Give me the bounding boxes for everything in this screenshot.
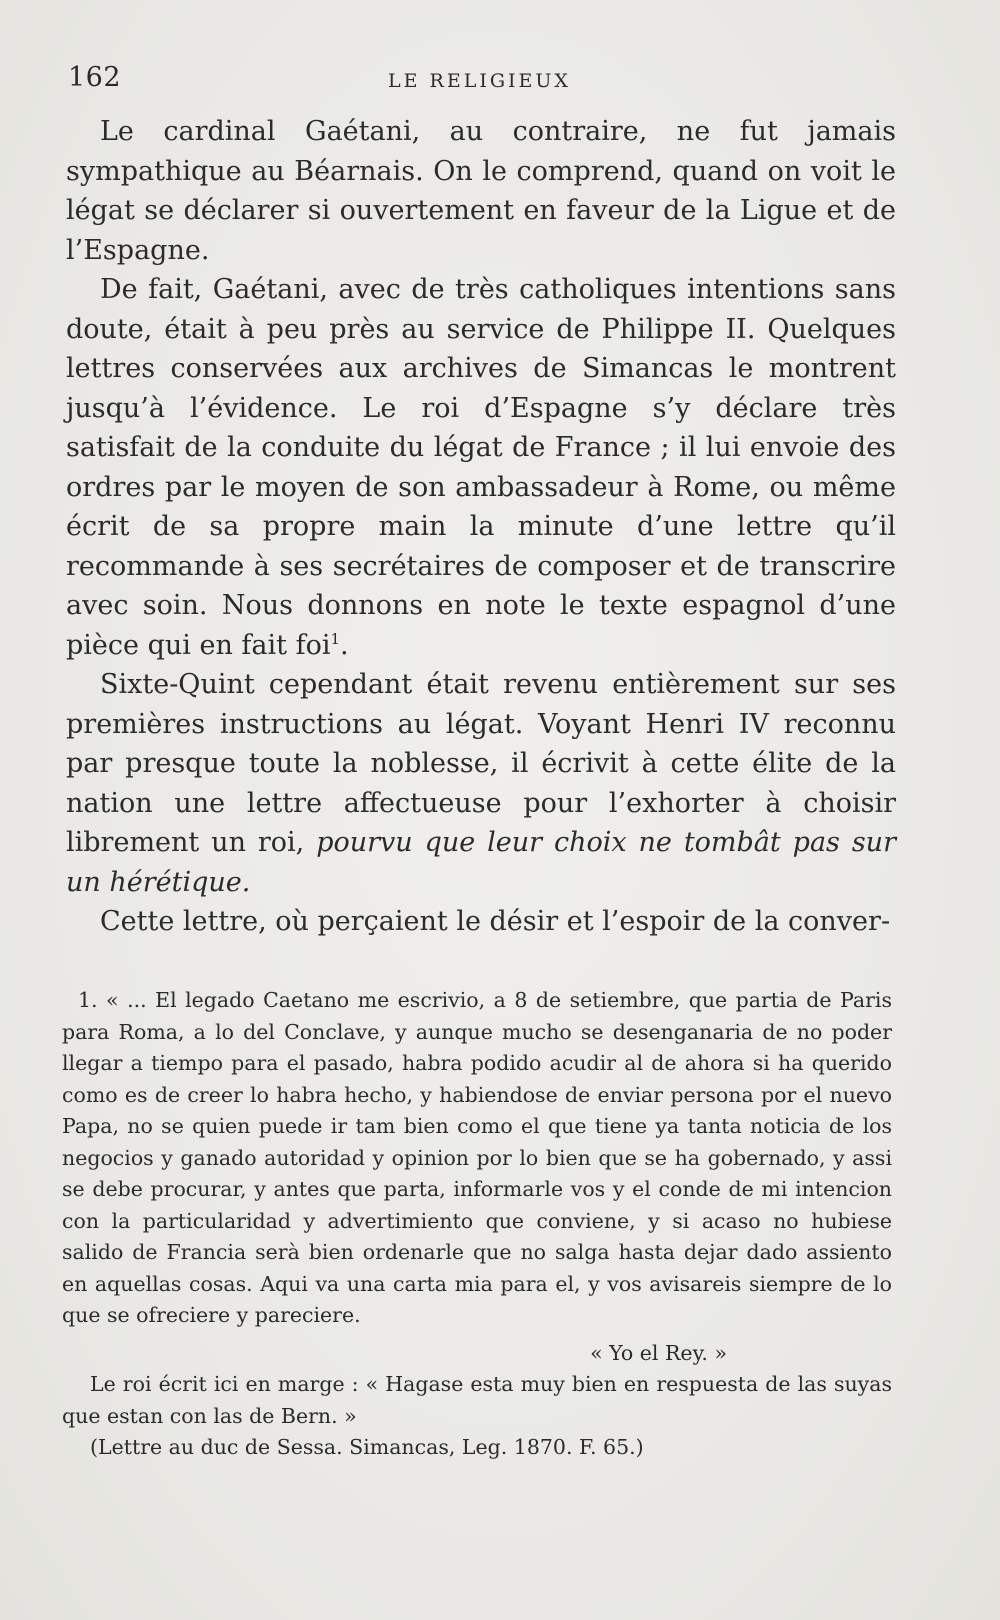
footnote	[62, 985, 892, 1464]
body-text	[66, 112, 896, 942]
running-title: LE RELIGIEUX	[388, 70, 571, 92]
page-header	[68, 62, 900, 98]
footnote-text: 1. « ... El legado Caetano me escrivio, a 8 de setiembre, que partia de Paris para Roma, a lo del Conclave, y aunque mucho se desenganaria de no poder llegar a tiempo para el pasado, habra podido acudir al de ahora si ha querido como es de creer lo habra hecho, y habiendose de enviar persona por el nuevo Papa, no se quien puede ir tam bien como el que tiene ya tanta noticia de los negocios y ganado autoridad y opinion por lo bien que se ha gobernado, y assi se debe procurar, y antes que parta, informarle vos y el conde de mi intencion con la particularidad y advertimiento que conviene, y si acaso no hubiese salido de Francia serà bien ordenarle que no salga hasta dejar dado assiento en aquellas cosas. Aqui va una carta mia para el, y vos avisareis siempre de lo que se ofreciere y pareciere.	[62, 988, 892, 1327]
paragraph-3-text: Sixte-Quint cependant était revenu entièrement sur ses premières instructions au légat. Voyant Henri IV reconnu par presque toute la noblesse, il écrivit à cette élite de la nation une lettre affectueuse pour l’exhorter à choisir librement un roi,	[66, 669, 896, 858]
page-number: 162	[68, 62, 122, 93]
paragraph-3	[66, 665, 896, 902]
footnote-reference: 1	[330, 629, 341, 648]
paragraph-3-italic: pourvu que leur choix ne tombât pas sur un hérétique.	[66, 827, 896, 898]
footnote-source: (Lettre au duc de Sessa. Simancas, Leg. 1870. F. 65.)	[90, 1435, 644, 1459]
paragraph-4: Cette lettre, où perçaient le désir et l’espoir de la conver-	[100, 906, 891, 937]
paragraph-1: Le cardinal Gaétani, au contraire, ne fut jamais sympathique au Béarnais. On le comprend, quand on voit le légat se déclarer si ouvertement en faveur de la Ligue et de l’Espagne.	[66, 116, 896, 266]
footnote-margin-note: Le roi écrit ici en marge : « Hagase esta muy bien en respuesta de las suyas que estan con las de Bern. »	[62, 1372, 892, 1428]
footnote-signature: « Yo el Rey. »	[590, 1340, 727, 1365]
paragraph-2-end: .	[340, 629, 349, 661]
paragraph-2	[66, 270, 896, 665]
paragraph-2-text: De fait, Gaétani, avec de très catholiques intentions sans doute, était à peu près au service de Philippe II. Quelques lettres conservées aux archives de Simancas le montrent jusqu’à l’évidence. Le roi d’Espagne s’y déclare très satisfait de la conduite du légat de France ; il lui envoie des ordres par le moyen de son ambassadeur à Rome, ou même écrit de sa propre main la minute d’une lettre qu’il recommande à ses secrétaires de composer et de transcrire avec soin. Nous donnons en note le texte espagnol d’une pièce qui en fait foi	[66, 274, 896, 661]
